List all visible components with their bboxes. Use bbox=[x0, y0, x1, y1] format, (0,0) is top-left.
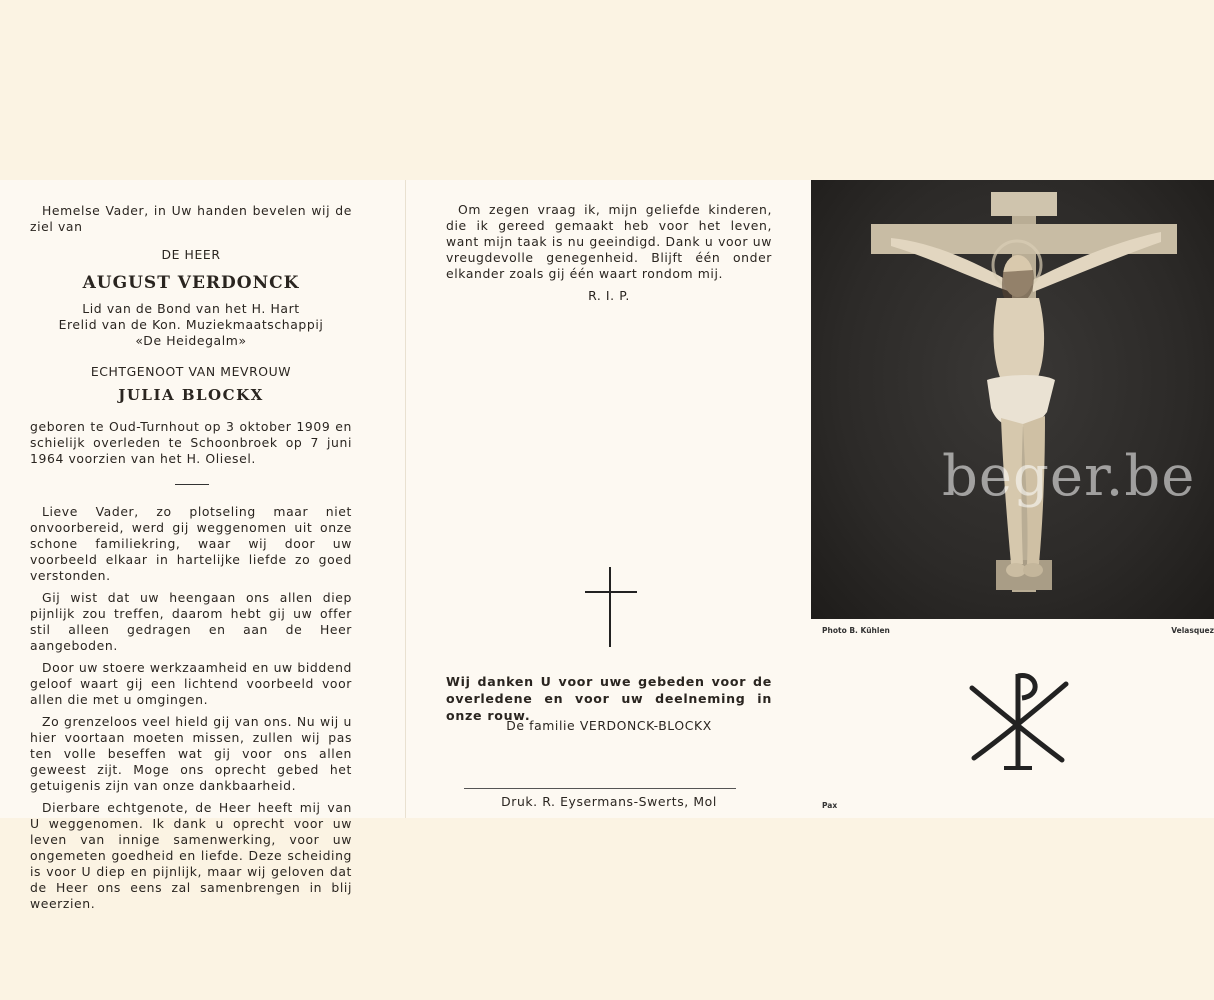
paragraph: Door uw stoere werkzaamheid en uw biddend geloof waart gij een lichtend voorbeeld voor allen die met u omgingen. bbox=[30, 660, 352, 707]
paragraph: Dierbare echtgenote, de Heer heeft mij van U weggenomen. Ik dank u oprecht voor uw leven van innige samenwerking, voor uw ongemeten goedheid en liefde. Deze scheiding is voor U diep en pijnlijk, maar wij geloven dat de Heer ons eens zal samenbrengen in blij weerzien. bbox=[30, 800, 352, 911]
paragraph: Zo grenzeloos veel hield gij van ons. Nu wij u hier voortaan moeten missen, zullen wij pas ten volle beseffen wat gij voor ons allen geweest zijt. Moge ons oprecht gebed het getuigenis zijn van onze dankbaarheid. bbox=[30, 714, 352, 793]
thanks-text: Wij danken U voor uwe gebeden voor de overledene en voor uw deelneming in onze rouw. bbox=[446, 674, 772, 723]
spouse-title: ECHTGENOOT VAN MEVROUW bbox=[90, 364, 292, 379]
affiliation-line: Erelid van de Kon. Muziekmaatschappij bbox=[58, 317, 324, 332]
paragraph: Lieve Vader, zo plotseling maar niet onvoorbereid, werd gij weggenomen uit onze schone familiekring, waar wij door uw voorbeeld elkaar in hartelijke liefde zo goed verstonden. bbox=[30, 504, 352, 583]
right-panel bbox=[808, 180, 1214, 818]
deceased-name: AUGUST VERDONCK bbox=[82, 273, 300, 293]
left-panel bbox=[0, 180, 405, 911]
memorial-card bbox=[0, 180, 1214, 911]
children-blessing-text: Om zegen vraag ik, mijn geliefde kinderen, die ik gereed gemaakt heb voor het leven, want mijn taak is nu geeindigd. Dank u voor uw vreugdevolle genegenheid. Blijft één onder elkander zoals gij één waart rondom mij. bbox=[446, 202, 772, 281]
intro-text: Hemelse Vader, in Uw handen bevelen wij de ziel van bbox=[30, 203, 352, 234]
pax-label: Pax bbox=[822, 801, 838, 810]
artist-credit: Velasquez bbox=[1171, 626, 1214, 635]
birth-death-dates: geboren te Oud-Turnhout op 3 oktober 1909 en schielijk overleden te Schoonbroek op 7 juni 1964 voorzien van het H. Oliesel. bbox=[30, 419, 352, 466]
rip-text: R. I. P. bbox=[588, 288, 630, 303]
spouse-name: JULIA BLOCKX bbox=[118, 386, 264, 404]
paragraph: Gij wist dat uw heengaan ons allen diep pijnlijk zou treffen, daarom hebt gij uw offer stil alleen gedragen en aan de Heer aangeboden. bbox=[30, 590, 352, 653]
affiliation-line: Lid van de Bond van het H. Hart bbox=[82, 301, 300, 316]
divider bbox=[175, 484, 209, 485]
chi-rho-icon bbox=[966, 664, 1072, 772]
honorific-title: DE HEER bbox=[161, 247, 221, 262]
watermark: beger.be bbox=[942, 444, 1196, 509]
affiliations bbox=[30, 301, 352, 349]
family-signature: De familie VERDONCK-BLOCKX bbox=[506, 718, 712, 733]
crucifix-image bbox=[811, 180, 1214, 619]
photo-credit: Photo B. Kühlen bbox=[822, 626, 890, 635]
cross-icon bbox=[585, 567, 637, 647]
farewell-text bbox=[30, 504, 352, 918]
crucifix-icon bbox=[811, 180, 1214, 619]
divider bbox=[464, 788, 736, 789]
printer-credit: Druk. R. Eysermans-Swerts, Mol bbox=[501, 794, 717, 809]
affiliation-line: «De Heidegalm» bbox=[135, 333, 247, 348]
middle-panel bbox=[405, 180, 809, 818]
